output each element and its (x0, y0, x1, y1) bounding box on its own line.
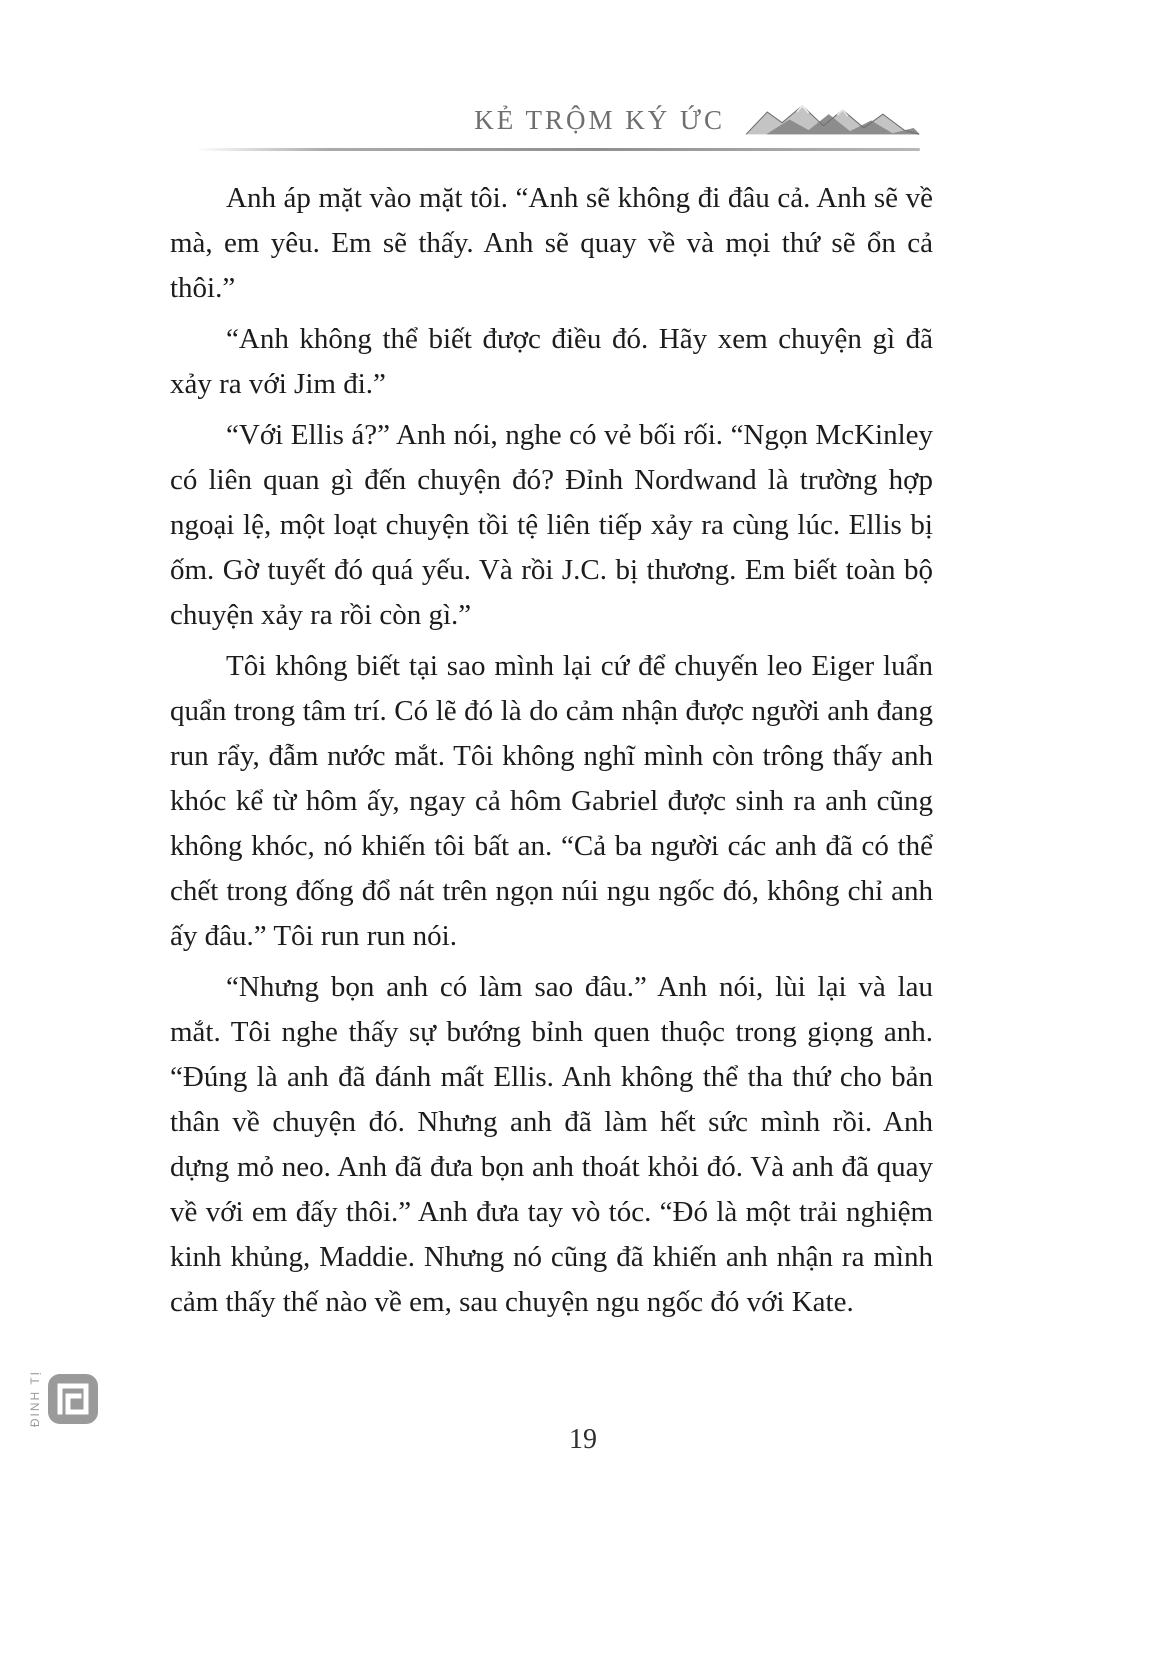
page-number: 19 (569, 1424, 597, 1455)
paragraph: “Nhưng bọn anh có làm sao đâu.” Anh nói, lùi lại và lau mắt. Tôi nghe thấy sự bướng bỉnh quen thuộc trong giọng anh. “Đúng là anh đã đánh mất Ellis. Anh không thể tha thứ cho bản thân về chuyện đó. Nhưng anh đã làm hết sức mình rồi. Anh dựng mỏ neo. Anh đã đưa bọn anh thoát khỏi đó. Và anh đã quay về với em đấy thôi.” Anh đưa tay vò tóc. “Đó là một trải nghiệm kinh khủng, Maddie. Nhưng nó cũng đã khiến anh nhận ra mình cảm thấy thế nào về em, sau chuyện ngu ngốc đó với Kate. (170, 971, 933, 1318)
paragraph: Tôi không biết tại sao mình lại cứ để chuyến leo Eiger luẩn quẩn trong tâm trí. Có lẽ đó là do cảm nhận được người anh đang run rẩy, đẫm nước mắt. Tôi không nghĩ mình còn trông thấy anh khóc kể từ hôm ấy, ngay cả hôm Gabriel được sinh ra anh cũng không khóc, nó khiến tôi bất an. “Cả ba người các anh đã có thể chết trong đống đổ nát trên ngọn núi ngu ngốc đó, không chỉ anh ấy đâu.” Tôi run run nói. (170, 650, 933, 952)
paragraph: Anh áp mặt vào mặt tôi. “Anh sẽ không đi đâu cả. Anh sẽ về mà, em yêu. Em sẽ thấy. Anh sẽ quay về và mọi thứ sẽ ổn cả thôi.” (170, 182, 933, 304)
publisher-logo-icon (46, 1372, 100, 1426)
paragraph: “Với Ellis á?” Anh nói, nghe có vẻ bối rối. “Ngọn McKinley có liên quan gì đến chuyện đó? Đỉnh Nordwand là trường hợp ngoại lệ, một loạt chuyện tồi tệ liên tiếp xảy ra cùng lúc. Ellis bị ốm. Gờ tuyết đó quá yếu. Và rồi J.C. bị thương. Em biết toàn bộ chuyện xảy ra rồi còn gì.” (170, 419, 933, 631)
mountain-range-icon (745, 100, 920, 140)
page-header (195, 98, 920, 151)
paragraph: “Anh không thể biết được điều đó. Hãy xem chuyện gì đã xảy ra với Jim đi.” (170, 323, 933, 400)
header-divider (195, 148, 920, 151)
publisher-logo (28, 1370, 100, 1427)
book-title: KẺ TRỘM KÝ ỨC (474, 104, 725, 135)
page-body (170, 176, 933, 1331)
publisher-logo-text: ĐINH TỊ (28, 1370, 42, 1428)
header-row (195, 98, 920, 142)
